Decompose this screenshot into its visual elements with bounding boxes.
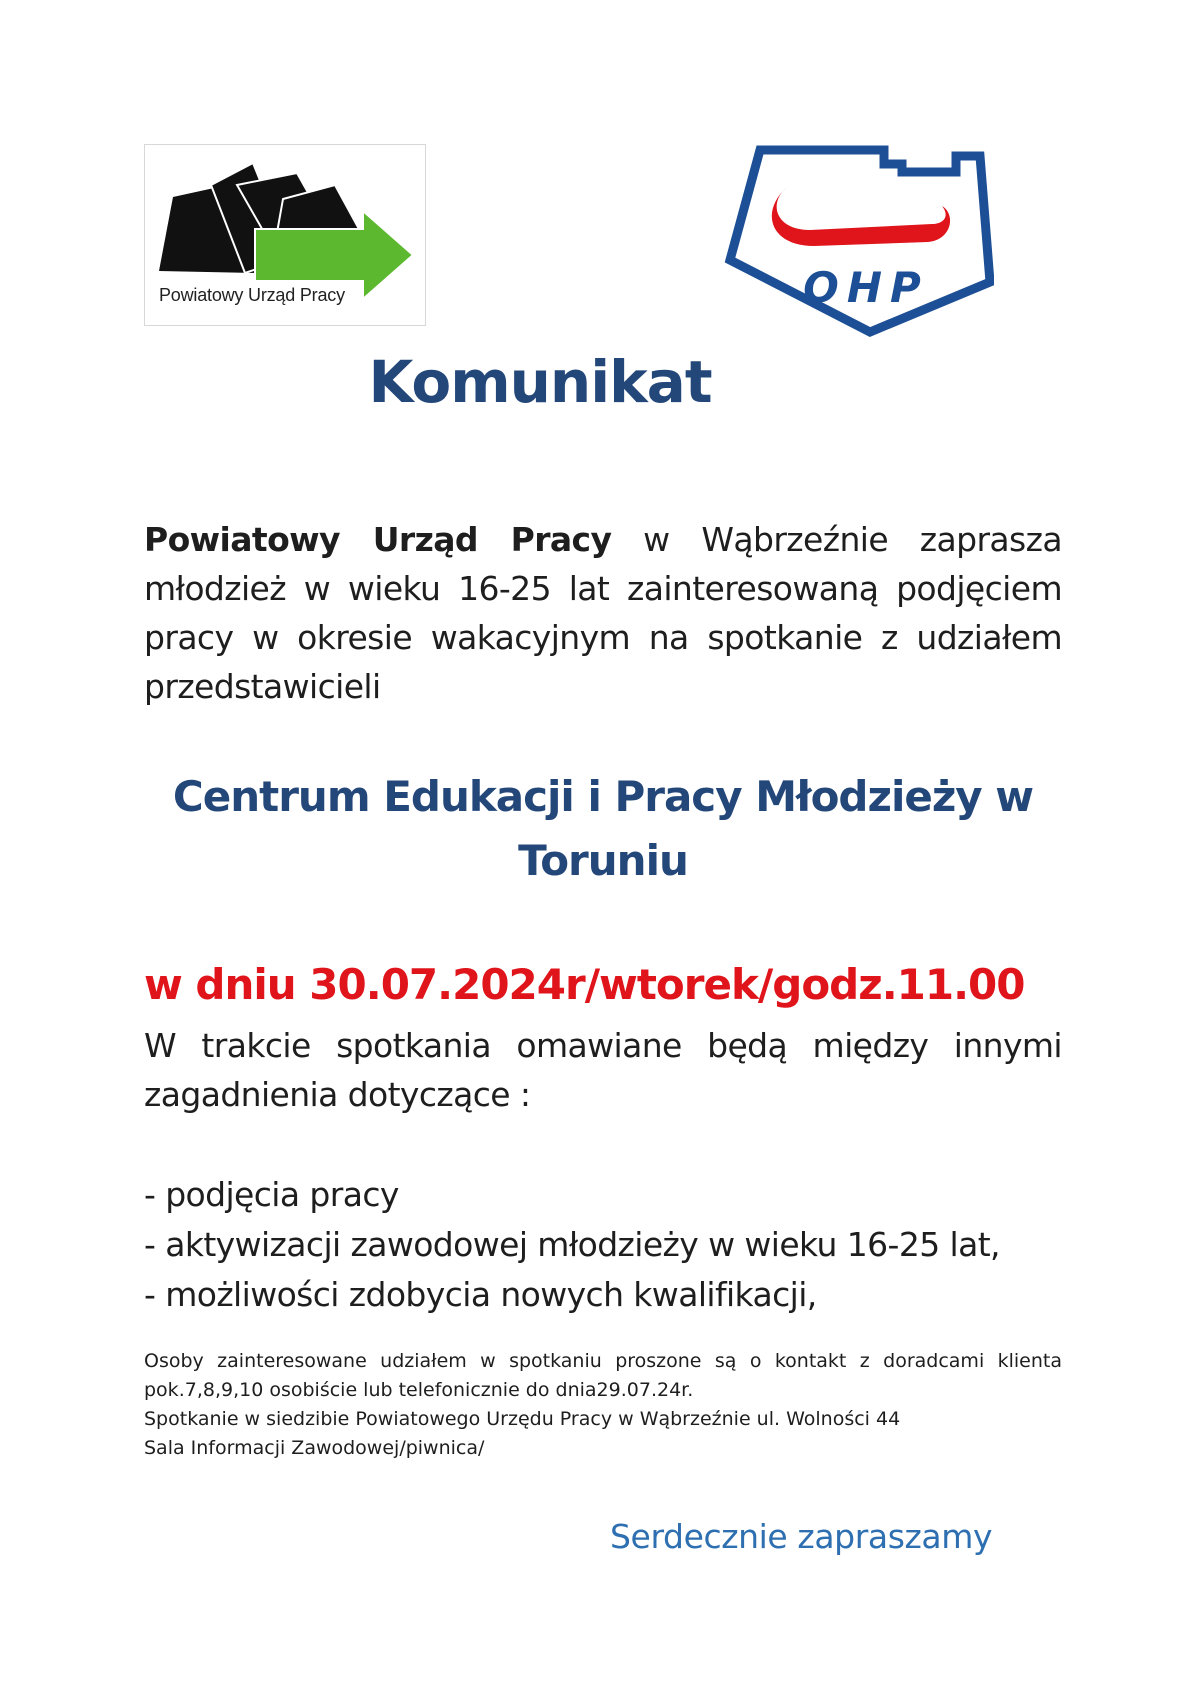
- list-item: - aktywizacji zawodowej młodzieży w wieku 16-25 lat,: [144, 1225, 1000, 1264]
- notes-line-4: Sala Informacji Zawodowej/piwnica/: [144, 1437, 485, 1459]
- ohp-logo-graphic: [724, 142, 994, 338]
- notes-line-3: Spotkanie w siedzibie Powiatowego Urzędu Pracy w Wąbrzeźnie ul. Wolności 44: [144, 1408, 901, 1430]
- organization-heading: [144, 765, 1062, 893]
- pup-logo: [144, 144, 426, 326]
- page-title: Komunikat: [368, 348, 712, 416]
- intro-text: w Wąbrzeźnie zaprasza młodzież w wieku 16-25 lat zainteresowaną podjęciem pracy w okresie wakacyjnym na spotkanie z udziałem przedstawicieli: [144, 520, 1062, 706]
- organization-line-1: Centrum Edukacji i Pracy Młodzieży w: [172, 772, 1034, 821]
- closing-text: Serdecznie zapraszamy: [610, 1517, 993, 1556]
- notes: [144, 1347, 1062, 1463]
- intro-bold-organization: Powiatowy Urząd Pracy: [144, 520, 612, 559]
- notes-line-1: Osoby zainteresowane udziałem w spotkaniu proszone są o kontakt z doradcami klienta: [144, 1350, 1062, 1372]
- notes-line-2: pok.7,8,9,10 osobiście lub telefonicznie do dnia29.07.24r.: [144, 1379, 694, 1401]
- topics-intro: W trakcie spotkania omawiane będą między innymi zagadnienia dotyczące :: [144, 1026, 1062, 1114]
- organization-line-2: Toruniu: [518, 836, 688, 885]
- topics-list: [144, 1170, 1104, 1320]
- meeting-date: w dniu 30.07.2024r/wtorek/godz.11.00: [144, 960, 1025, 1009]
- intro-paragraph: [144, 515, 1062, 711]
- pup-logo-caption: Powiatowy Urząd Pracy: [159, 285, 345, 305]
- ohp-logo: [724, 142, 994, 338]
- list-item: - możliwości zdobycia nowych kwalifikacji,: [144, 1275, 817, 1314]
- ohp-logo-text: OHP: [803, 263, 929, 312]
- list-item: - podjęcia pracy: [144, 1175, 399, 1214]
